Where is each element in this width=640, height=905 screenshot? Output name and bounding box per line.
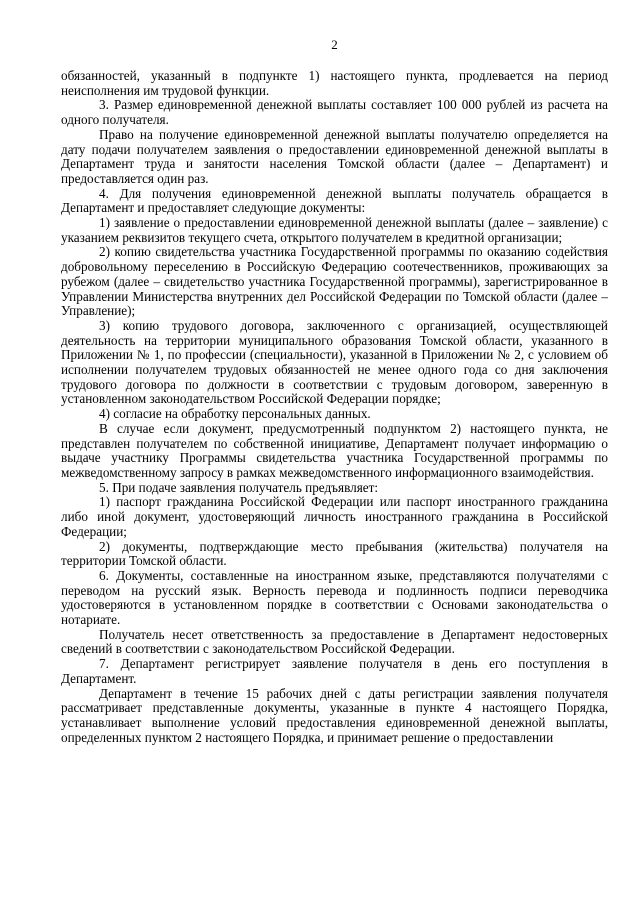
paragraph-item-6: 6. Документы, составленные на иностранном языке, представляются получателями с переводом на русский язык. Верность перевода и подлинность подписи переводчика удостоверяются в установленном порядке в соответствии с Основами законодательства о нотариате. [61,567,608,628]
paragraph-item-4-3: 3) копию трудового договора, заключенного с организацией, осуществляющей деятельность на территории муниципального образования Томской области, указанного в Приложении № 1, по профессии (специальности), указанной в Приложении № 2, с условием об исполнении получателем трудовых обязанностей не менее одного года со дня заключения трудового договора по должности в соответствии с трудовым договором, заверенную в установленном законодательством Российской Федерации порядке; [61,317,608,407]
paragraph-item-5-2: 2) документы, подтверждающие место пребывания (жительства) получателя на территории Томской области. [61,538,608,569]
paragraph-item-3: 3. Размер единовременной денежной выплаты составляет 100 000 рублей из расчета на одного получателя. [61,97,608,128]
paragraph-review-period: Департамент в течение 15 рабочих дней с даты регистрации заявления получателя рассматривает представленные документы, указанные в пункте 4 настоящего Порядка, устанавливает выполнение условий предоставления единовременной денежной выплаты, определенных пунктом 2 настоящего Порядка, и принимает решение о предоставлении [61,685,608,745]
paragraph-responsibility: Получатель несет ответственность за предоставление в Департамент недостоверных сведений в соответствии с законодательством Российской Федерации. [61,626,608,657]
paragraph-right-to-payment: Право на получение единовременной денежной выплаты получателю определяется на дату подачи получателем заявления о предоставлении единовременной денежной выплаты в Департамент труда и занятости населения Томской области (далее – Департамент) и предоставляется один раз. [61,126,608,186]
paragraph-item-4: 4. Для получения единовременной денежной выплаты получатель обращается в Департамент и предоставляет следующие документы: [61,185,608,216]
paragraph-interagency-request: В случае если документ, предусмотренный подпунктом 2) настоящего пункта, не представлен получателем по собственной инициативе, Департамент получает информацию о выдаче участнику Программы свидетельства участника Государственной программы по межведомственному запросу в рамках межведомственного информационного взаимодействия. [61,420,608,480]
paragraph-item-4-4: 4) согласие на обработку персональных данных. [99,406,371,422]
paragraph-item-5: 5. При подаче заявления получатель предъявляет: [99,479,379,495]
paragraph-item-4-1: 1) заявление о предоставлении единовременной денежной выплаты (далее – заявление) с указанием реквизитов текущего счета, открытого получателем в кредитной организации; [61,215,608,245]
paragraph-item-7: 7. Департамент регистрирует заявление получателя в день его поступления в Департамент. [61,656,608,686]
document-body [61,69,608,745]
page-number: 2 [331,37,338,52]
paragraph-continuation: обязанностей, указанный в подпункте 1) настоящего пункта, продлевается на период неисполнения им трудовой функции. [61,68,608,98]
paragraph-item-5-1: 1) паспорт гражданина Российской Федерации или паспорт иностранного гражданина либо иной документ, удостоверяющий личность иностранного гражданина в Российской Федерации; [61,494,608,539]
paragraph-item-4-2: 2) копию свидетельства участника Государственной программы по оказанию содействия добровольному переселению в Российскую Федерацию соотечественников, проживающих за рубежом (далее – свидетельство участника Государственной программы), зарегистрированное в Управлении Министерства внутренних дел Российской Федерации по Томской области (далее – Управление); [61,244,608,319]
